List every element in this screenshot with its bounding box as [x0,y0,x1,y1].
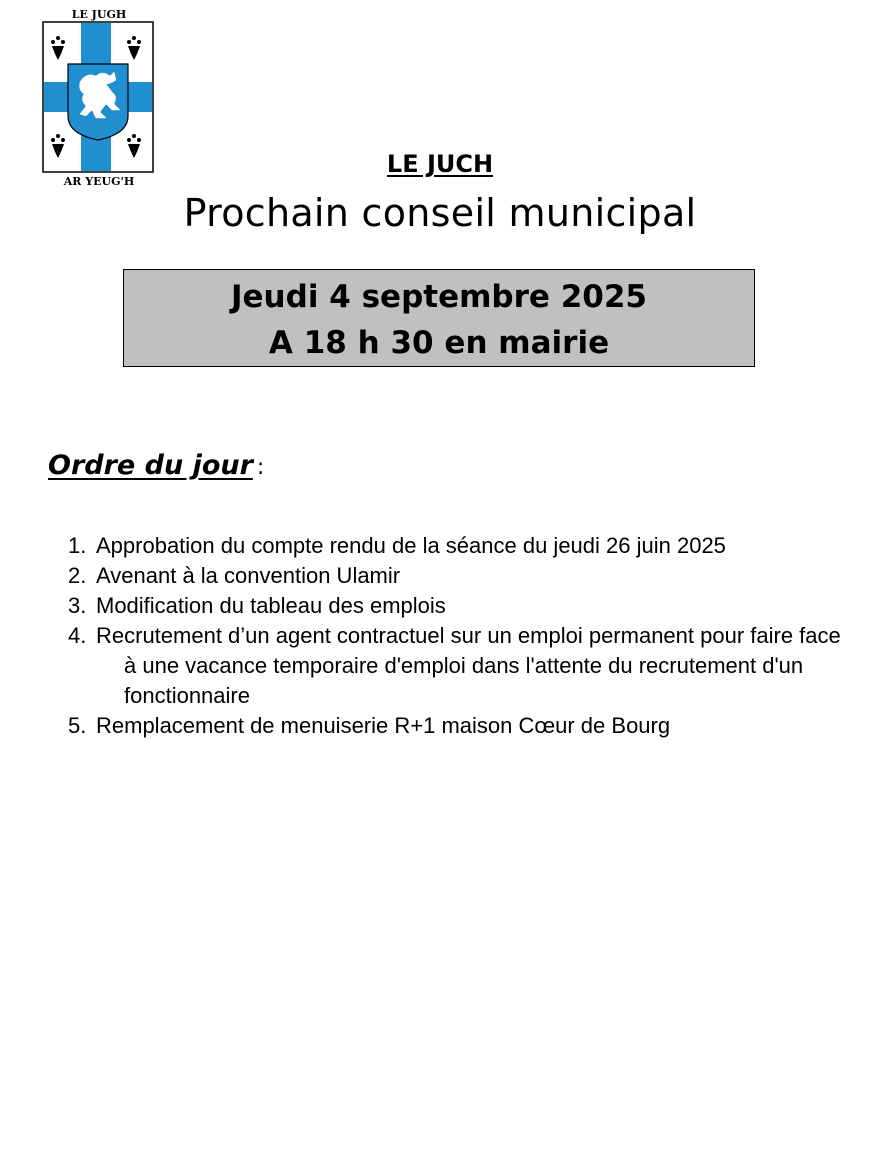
item-number: 4. [68,623,87,648]
item-text: Remplacement de menuiserie R+1 maison Cœur de Bourg [96,713,671,738]
commune-name: LE JUCH [386,150,494,178]
agenda-heading [48,450,264,481]
logo-bottom-text: AR YEUG'H [63,175,135,188]
item-number: 5. [68,713,87,738]
item-number: 3. [68,593,87,618]
logo-top-text: LE JUGH [71,8,127,21]
list-item [68,591,858,621]
item-text: Modification du tableau des emplois [96,593,446,618]
meeting-box [123,269,755,367]
item-number: 1. [68,533,87,558]
list-item [68,531,858,561]
agenda-label: Ordre du jour [48,450,253,481]
meeting-date: Jeudi 4 septembre 2025 [231,279,647,315]
list-item [68,711,858,741]
page-title: Prochain conseil municipal [183,191,697,235]
list-item [68,561,858,591]
item-text: Recrutement d’un agent contractuel sur un emploi permanent pour faire face à une vacance temporaire d'emploi dans l'attente du recrutement d'un fonctionnaire [96,623,841,708]
item-text: Approbation du compte rendu de la séance du jeudi 26 juin 2025 [96,533,726,558]
agenda-list [68,531,858,741]
list-item [68,621,858,711]
item-text: Avenant à la convention Ulamir [96,563,401,588]
meeting-time-place: A 18 h 30 en mairie [268,325,610,361]
agenda-colon: : [256,455,265,480]
item-number: 2. [68,563,87,588]
